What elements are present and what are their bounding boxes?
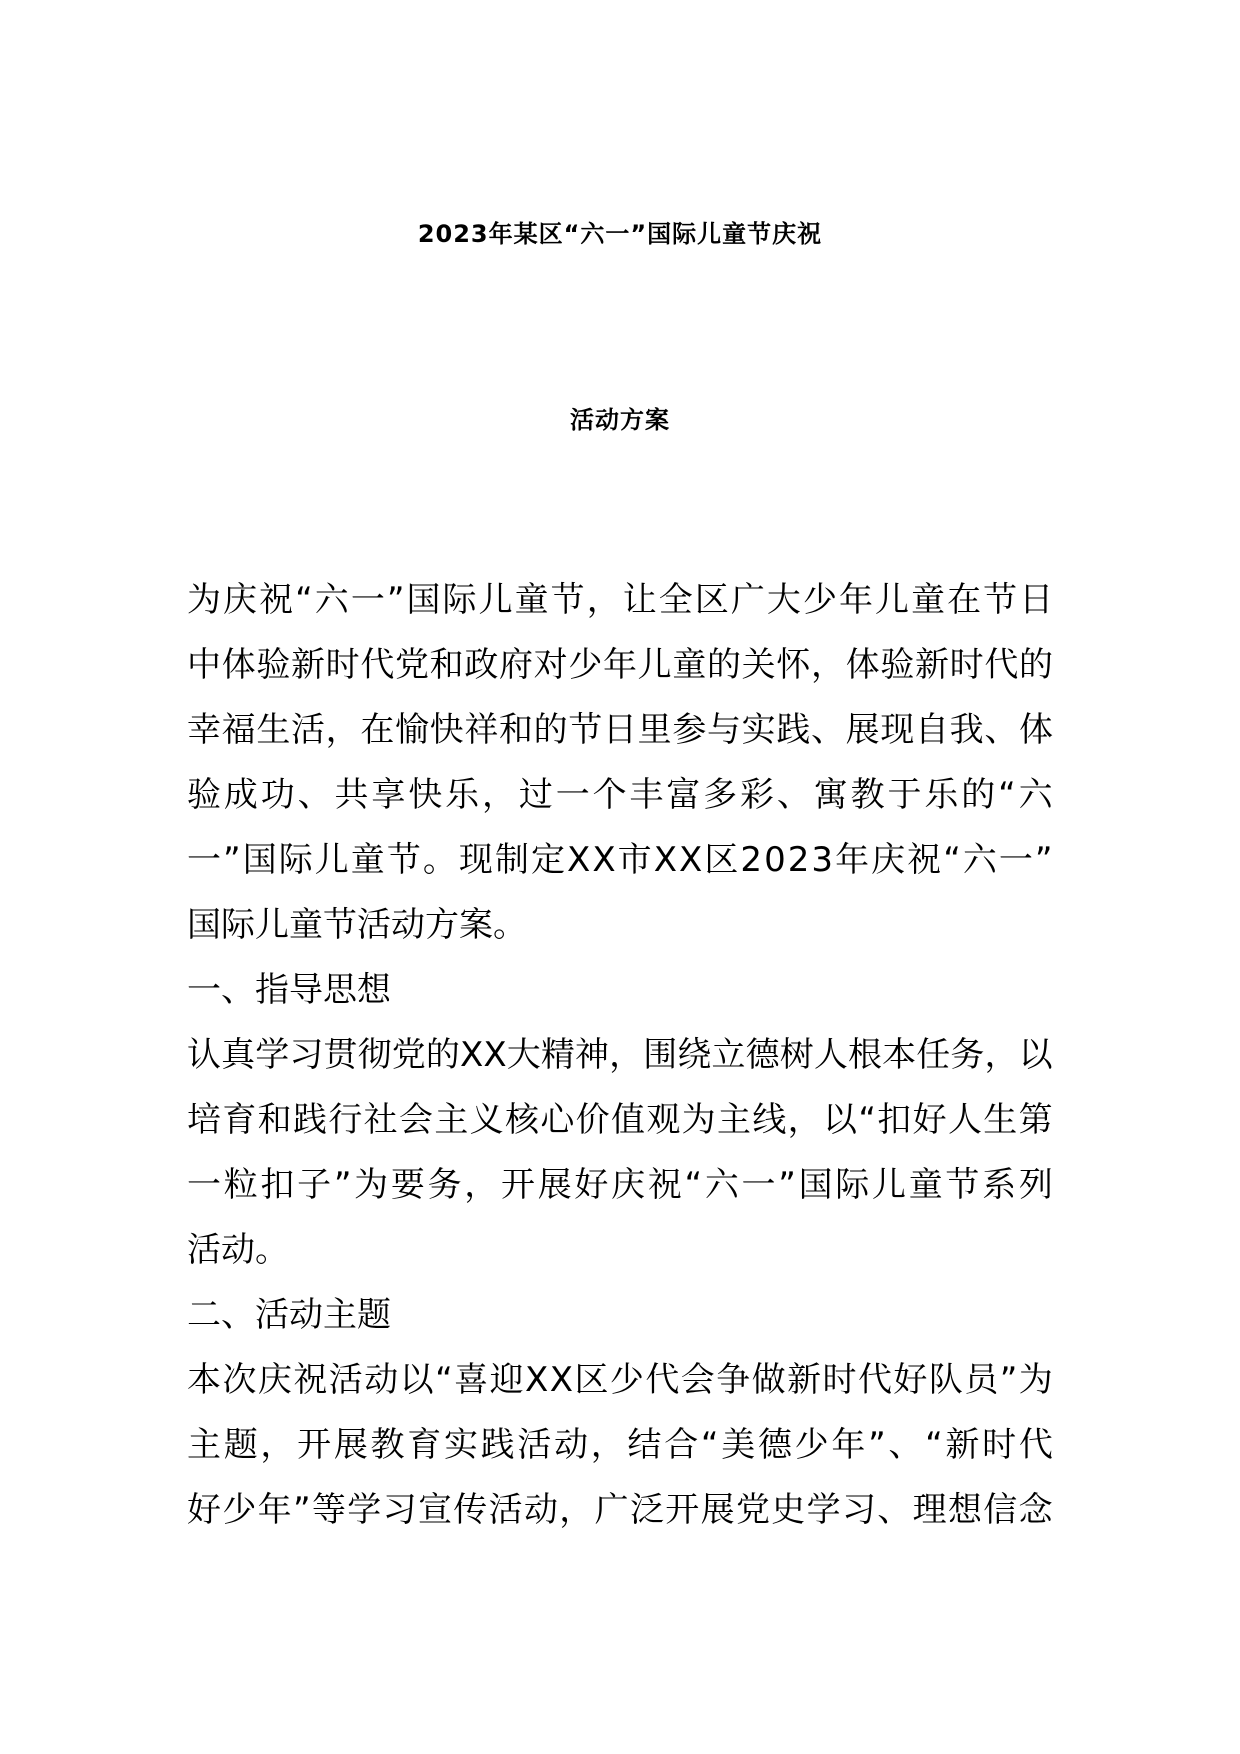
body-line: 本次庆祝活动以“喜迎XX区少代会争做新时代好队员”为 <box>187 1360 1055 1400</box>
body-line: 一”国际儿童节。现制定XX市XX区2023年庆祝“六一” <box>187 840 1055 880</box>
document-title-line-2: 活动方案 <box>570 406 670 434</box>
document-title-line-1: 2023年某区“六一”国际儿童节庆祝 <box>417 220 823 248</box>
body-line: 中体验新时代党和政府对少年儿童的关怀，体验新时代的 <box>187 645 1054 685</box>
body-line: 培育和践行社会主义核心价值观为主线，以“扣好人生第 <box>187 1100 1054 1140</box>
body-line: 主题，开展教育实践活动，结合“美德少年”、“新时代 <box>187 1425 1056 1465</box>
body-line: 好少年”等学习宣传活动，广泛开展党史学习、理想信念 <box>187 1490 1054 1530</box>
body-line: 活动。 <box>187 1230 289 1270</box>
section-heading-guiding-ideology: 一、指导思想 <box>187 970 391 1010</box>
body-line: 认真学习贯彻党的XX大精神，围绕立德树人根本任务，以 <box>187 1035 1053 1075</box>
body-line: 幸福生活，在愉快祥和的节日里参与实践、展现自我、体 <box>187 710 1054 750</box>
document-body <box>187 568 1056 1543</box>
body-line: 国际儿童节活动方案。 <box>187 905 527 945</box>
section-heading-activity-theme: 二、活动主题 <box>187 1295 391 1335</box>
body-line: 为庆祝“六一”国际儿童节，让全区广大少年儿童在节日 <box>187 580 1056 620</box>
body-line: 验成功、共享快乐，过一个丰富多彩、寓教于乐的“六 <box>187 775 1056 815</box>
body-line: 一粒扣子”为要务，开展好庆祝“六一”国际儿童节系列 <box>187 1165 1056 1205</box>
